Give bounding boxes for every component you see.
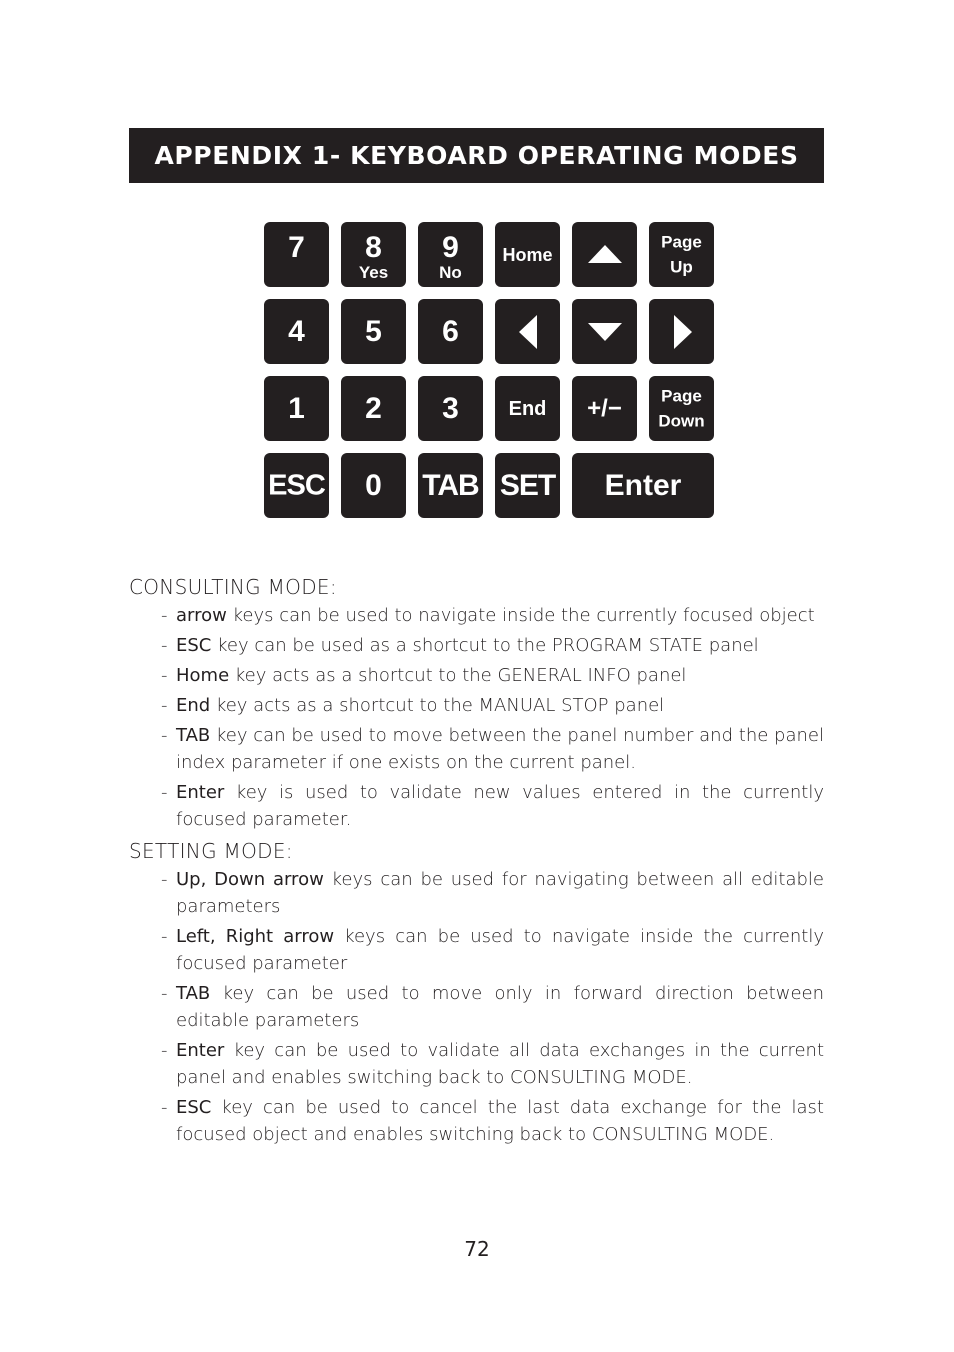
setting-item-lead: ESC — [176, 1097, 212, 1118]
consulting-item-text: key can be used as a shortcut to the PROGRAM STATE panel — [211, 635, 759, 656]
key-down — [572, 299, 637, 364]
key-home-label: Home — [502, 244, 553, 265]
key-page-down-label — [649, 383, 714, 434]
key-up — [572, 222, 637, 287]
key-tab — [418, 453, 483, 518]
key-enter-label: Enter — [604, 468, 682, 502]
consulting-item-lead: Home — [176, 665, 230, 686]
key-page-down — [649, 376, 714, 441]
key-enter — [572, 453, 714, 518]
key-7 — [264, 222, 329, 287]
key-0 — [341, 453, 406, 518]
key-page-down-line1: Page — [661, 386, 702, 405]
key-home — [495, 222, 560, 287]
right-arrow-icon — [674, 315, 692, 349]
key-8-yes — [341, 222, 406, 287]
setting-item-lead: Left, Right arrow — [176, 926, 335, 947]
key-set-label: SET — [499, 468, 556, 502]
consulting-item-lead: ESC — [176, 635, 212, 656]
key-3-label: 3 — [442, 392, 459, 425]
key-9-label: 9 — [442, 231, 459, 264]
setting-item-enter: - Enter key can be used to validate all data exchanges in the current panel and enables switching back to CONSULTING MODE. — [161, 1040, 824, 1088]
key-right — [649, 299, 714, 364]
setting-item-lead: Enter — [176, 1040, 225, 1061]
key-5-label: 5 — [365, 315, 382, 348]
key-6-label: 6 — [442, 315, 459, 348]
setting-item-text: key can be used to move only in forward direction between editable parameters — [176, 983, 824, 1031]
down-arrow-icon — [588, 323, 622, 341]
key-4-label: 4 — [288, 315, 305, 348]
mode-descriptions — [129, 572, 824, 1151]
setting-item-text: key can be used to validate all data exchanges in the current panel and enables switching back to CONSULTING MODE. — [176, 1040, 824, 1088]
consulting-item-arrow: - arrow keys can be used to navigate inside the currently focused object — [161, 605, 815, 626]
setting-item-up-down: - Up, Down arrow keys can be used for navigating between all editable parameters — [161, 869, 825, 917]
key-3 — [418, 376, 483, 441]
key-page-up-label — [649, 229, 714, 280]
setting-item-esc: - ESC key can be used to cancel the last data exchange for the last focused object and enables switching back to CONSULTING MODE. — [161, 1097, 824, 1145]
key-6 — [418, 299, 483, 364]
consulting-item-text: key acts as a shortcut to the GENERAL INFO panel — [229, 665, 687, 686]
key-set — [495, 453, 560, 518]
setting-item-text: keys can be used for navigating between all editable parameters — [176, 869, 825, 917]
consulting-item-text: key is used to validate new values entered in the currently focused parameter. — [176, 782, 824, 830]
setting-item-tab: - TAB key can be used to move only in forward direction between editable parameters — [161, 983, 824, 1031]
up-arrow-icon — [588, 245, 622, 263]
setting-item-lead: Up, Down arrow — [176, 869, 324, 890]
key-1 — [264, 376, 329, 441]
key-1-label: 1 — [288, 392, 305, 425]
key-end — [495, 376, 560, 441]
setting-item-text: keys can be used to navigate inside the currently focused parameter — [176, 926, 824, 974]
setting-item-lead: TAB — [176, 983, 211, 1004]
consulting-item-text: keys can be used to navigate inside the currently focused object — [226, 605, 815, 626]
key-7-label: 7 — [288, 231, 305, 264]
consulting-item-end: - End key acts as a shortcut to the MANUAL STOP panel — [161, 695, 665, 716]
key-end-label: End — [508, 397, 547, 420]
key-0-label: 0 — [365, 468, 382, 502]
key-page-up — [649, 222, 714, 287]
key-plus-minus — [572, 376, 637, 441]
consulting-item-text: key can be used to move between the panel number and the panel index parameter if one exists on the current panel. — [176, 725, 824, 773]
key-tab-label: TAB — [422, 468, 479, 502]
consulting-item-enter: - Enter key is used to validate new values entered in the currently focused parameter. — [161, 782, 824, 830]
key-9-no — [418, 222, 483, 287]
consulting-item-tab: - TAB key can be used to move between the panel number and the panel index parameter if one exists on the current panel. — [161, 725, 824, 773]
setting-item-text: key can be used to cancel the last data exchange for the last focused object and enables switching back to CONSULTING MODE. — [176, 1097, 824, 1145]
key-8-label: 8 — [365, 231, 382, 264]
key-page-up-line1: Page — [661, 232, 702, 251]
consulting-item-lead: End — [176, 695, 211, 716]
key-4 — [264, 299, 329, 364]
left-arrow-icon — [519, 315, 537, 349]
consulting-item-text: key acts as a shortcut to the MANUAL STOP panel — [210, 695, 665, 716]
key-esc — [264, 453, 329, 518]
key-esc-label: ESC — [268, 469, 325, 501]
consulting-item-lead: Enter — [176, 782, 225, 803]
consulting-mode-heading: CONSULTING MODE: — [129, 575, 337, 599]
key-2-label: 2 — [365, 392, 382, 425]
key-5 — [341, 299, 406, 364]
setting-item-left-right: - Left, Right arrow keys can be used to navigate inside the currently focused parameter — [161, 926, 824, 974]
key-page-down-line2: Down — [658, 411, 705, 431]
appendix-title: APPENDIX 1- KEYBOARD OPERATING MODES — [129, 128, 824, 183]
consulting-item-home: - Home key acts as a shortcut to the GENERAL INFO panel — [161, 665, 687, 686]
consulting-item-lead: arrow — [176, 605, 227, 626]
consulting-item-lead: TAB — [176, 725, 211, 746]
key-8-sublabel: Yes — [358, 263, 389, 282]
key-plus-minus-label: +/− — [587, 394, 622, 422]
key-9-sublabel: No — [439, 263, 462, 282]
consulting-item-esc: - ESC key can be used as a shortcut to the PROGRAM STATE panel — [161, 635, 759, 656]
page-number: 72 — [464, 1237, 490, 1261]
key-left — [495, 299, 560, 364]
setting-mode-heading: SETTING MODE: — [129, 839, 293, 863]
key-page-up-line2: Up — [670, 257, 693, 277]
key-2 — [341, 376, 406, 441]
